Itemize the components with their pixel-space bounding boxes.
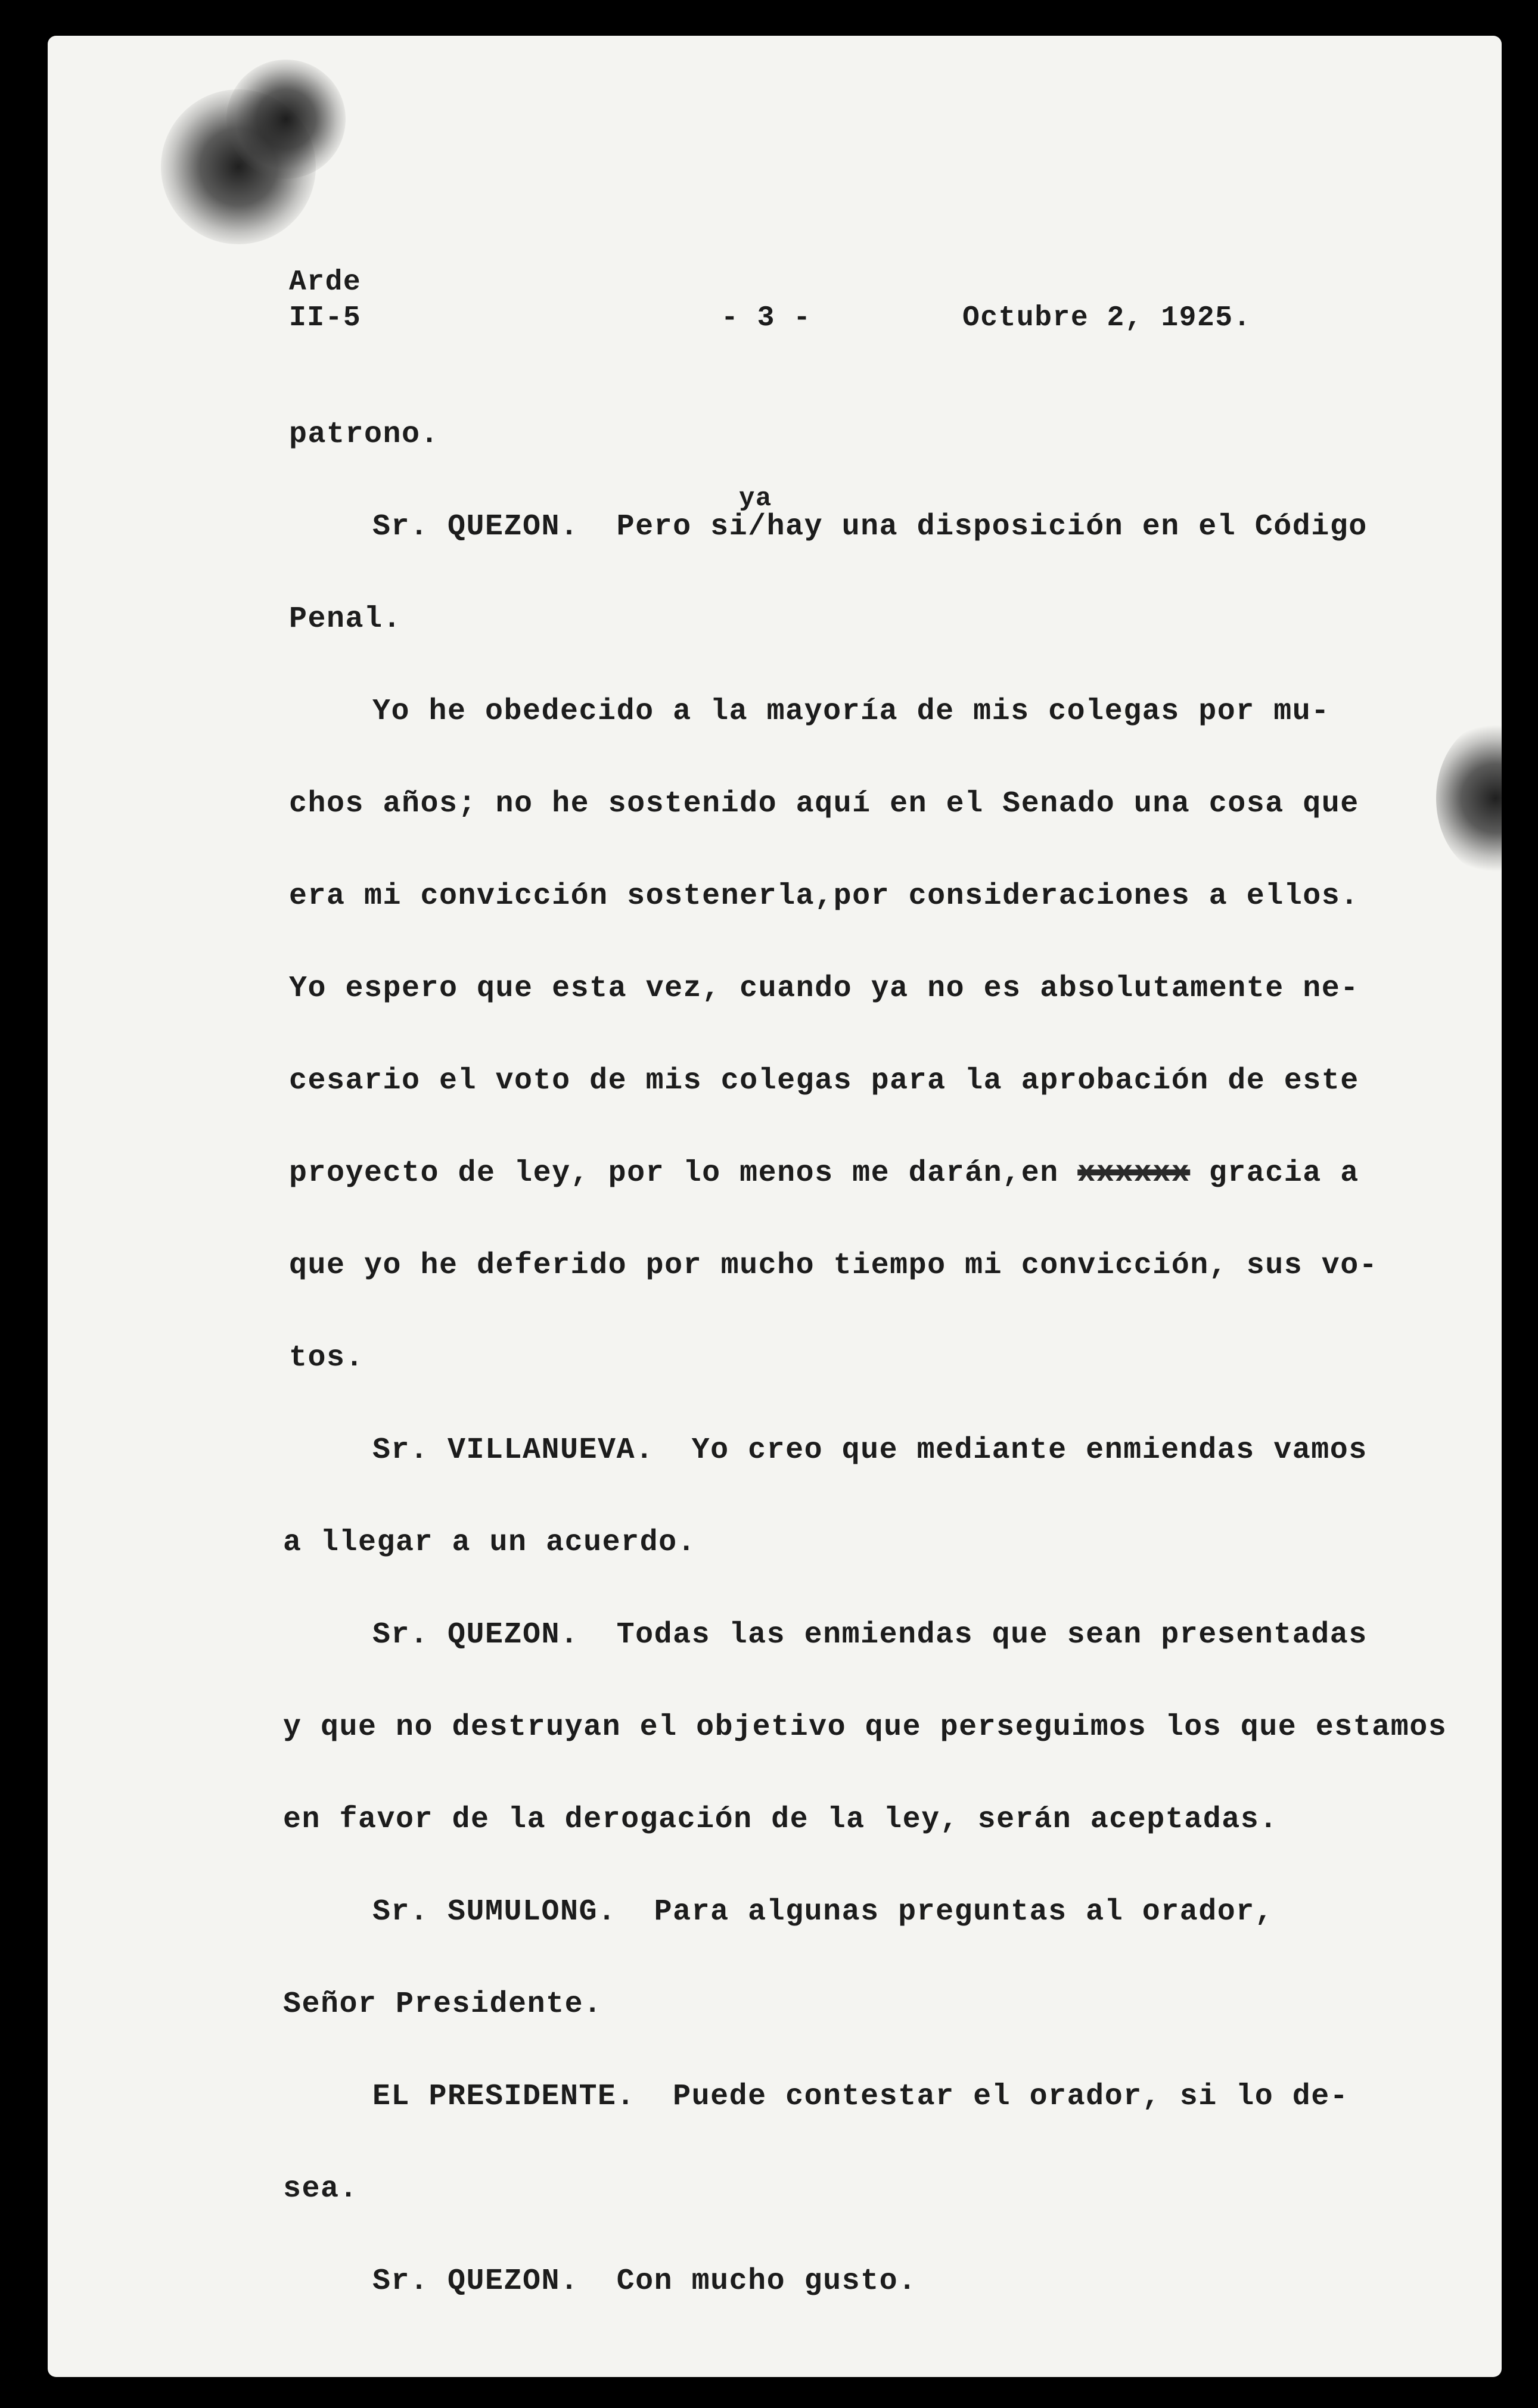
- text-line: en favor de la derogación de la ley, serán aceptadas.: [283, 1803, 1278, 1837]
- text-line: Sr. SUMULONG. Para algunas preguntas al orador,: [372, 1895, 1274, 1929]
- text-line: [289, 1156, 1359, 1190]
- text-line: a llegar a un acuerdo.: [283, 1526, 697, 1560]
- ink-smudge: [226, 60, 346, 179]
- text-segment: /hay una disposición en el Código: [748, 510, 1368, 544]
- text-line: chos años; no he sostenido aquí en el Senado una cosa que: [289, 787, 1359, 821]
- text-line: era mi convicción sostenerla,por consideraciones a ellos.: [289, 879, 1359, 913]
- text-line: Penal.: [289, 602, 402, 636]
- document-code-line2: II-5: [289, 302, 362, 334]
- text-line: tos.: [289, 1341, 365, 1375]
- text-line: [372, 512, 1368, 542]
- text-line: que yo he deferido por mucho tiempo mi convicción, sus vo-: [289, 1249, 1378, 1283]
- document-code-line1: Arde: [289, 266, 362, 298]
- text-line: y que no destruyan el objetivo que perseguimos los que estamos: [283, 1710, 1447, 1744]
- text-line: cesario el voto de mis colegas para la aprobación de este: [289, 1064, 1359, 1098]
- text-line: Sr. VILLANUEVA. Yo creo que mediante enmiendas vamos: [372, 1433, 1368, 1467]
- text-line: patrono.: [289, 418, 440, 452]
- text-segment: proyecto de ley, por lo menos me darán,en: [289, 1156, 1078, 1190]
- document-date: Octubre 2, 1925.: [962, 302, 1251, 334]
- text-line: Señor Presidente.: [283, 1987, 602, 2021]
- text-line: Yo espero que esta vez, cuando ya no es absolutamente ne-: [289, 972, 1359, 1006]
- text-line: Sr. QUEZON. Con mucho gusto.: [372, 2264, 917, 2298]
- text-line: Yo he obedecido a la mayoría de mis colegas por mu-: [372, 695, 1330, 729]
- document-page: [48, 36, 1502, 2377]
- text-line: EL PRESIDENTE. Puede contestar el orador, si lo de-: [372, 2080, 1349, 2114]
- ink-smudge: [1436, 721, 1502, 876]
- struck-out-word: xxxxxx: [1077, 1156, 1191, 1190]
- text-line: Sr. QUEZON. Todas las enmiendas que sean presentadas: [372, 1618, 1368, 1652]
- text-segment: gracia a: [1190, 1156, 1359, 1190]
- text-segment: Sr. QUEZON. Pero si: [372, 510, 748, 544]
- page-number: - 3 -: [721, 302, 812, 334]
- handwritten-insertion: ya: [739, 484, 772, 514]
- text-line: sea.: [283, 2172, 359, 2206]
